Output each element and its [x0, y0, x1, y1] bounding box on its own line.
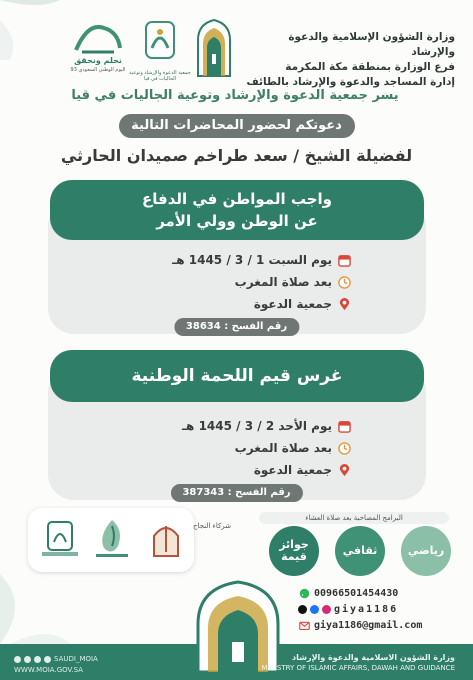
- lecture-1-place-text: جمعية الدعوة: [253, 297, 332, 311]
- contact-social-text: giya1186: [334, 603, 399, 615]
- ministry-line-2: فرع الوزارة بمنطقة مكة المكرمة: [285, 61, 455, 73]
- lecture-title-2: [50, 350, 424, 402]
- ministry-emblem: [192, 18, 236, 78]
- footer-handle[interactable]: SAUDI_MOIA: [54, 655, 98, 663]
- vision-title: نحلم ونحقق: [74, 56, 122, 65]
- lecture-1-permit: رقم الفسح : 38634: [174, 318, 299, 336]
- footer-website[interactable]: WWW.MOIA.GOV.SA: [14, 666, 83, 674]
- ministry-line-3: إدارة المساجد والدعوة والإرشاد بالطائف: [246, 76, 455, 88]
- association-caption: جمعية الدعوة والإرشاد وتوعية الجاليات في قيا: [129, 70, 191, 82]
- partner-logo-2-icon: [90, 516, 134, 564]
- location-pin-icon: [338, 464, 351, 477]
- contact-email: [298, 618, 422, 632]
- whatsapp-icon: [298, 588, 311, 599]
- footer-links: [14, 654, 98, 676]
- vision-logo: [70, 18, 126, 78]
- gmail-icon: [298, 620, 311, 631]
- sheikh-name: لفضيلة الشيخ / سعد طراخم صميدان الحارثي: [60, 146, 413, 165]
- vision-sub: اليوم الوطني السعودي 93: [70, 67, 126, 73]
- lecture-title-2-line-1: غرس قيم اللحمة الوطنية: [131, 366, 343, 386]
- calendar-icon: [338, 420, 351, 433]
- partners-label: شركاء النجاح: [192, 522, 232, 530]
- footer-ministry-en: MINISTRY OF ISLAMIC AFFAIRS, DAWAH AND GUIDANCE: [261, 664, 455, 672]
- header-logos: [70, 18, 236, 84]
- leaf-decoration-top: [0, 0, 70, 60]
- lecture-1-time: [151, 272, 351, 292]
- ministry-line-1: وزارة الشؤون الإسلامية والدعوة والإرشاد: [288, 31, 455, 58]
- partner-logo-1-icon: [38, 518, 82, 562]
- x-icon: [14, 656, 21, 663]
- ministry-header: [245, 30, 455, 90]
- lecture-2-place: [151, 460, 351, 480]
- calendar-icon: [338, 254, 351, 267]
- leaf-decoration-bottom: [0, 574, 80, 644]
- facebook-icon: [310, 605, 319, 614]
- lecture-2-time: [151, 438, 351, 458]
- program-prizes: جوائز قيمة: [269, 526, 319, 576]
- lecture-2-place-text: جمعية الدعوة: [253, 463, 332, 477]
- lecture-title-1: [50, 180, 424, 240]
- footer-social-row: [14, 654, 98, 665]
- snapchat-icon: [44, 656, 51, 663]
- lecture-1-date-text: يوم السبت 1 / 3 / 1445 هـ: [172, 253, 332, 267]
- footer-ministry: [261, 653, 455, 673]
- contact-social: [298, 602, 398, 616]
- clock-icon: [338, 442, 351, 455]
- youtube-icon: [24, 656, 31, 663]
- x-icon: [298, 605, 307, 614]
- lecture-2-time-text: بعد صلاة المغرب: [234, 441, 332, 455]
- association-logo: [129, 18, 191, 82]
- clock-icon: [338, 276, 351, 289]
- lecture-2-date-text: يوم الأحد 2 / 3 / 1445 هـ: [181, 419, 332, 433]
- partner-logo-3-icon: [144, 516, 188, 564]
- instagram-icon: [322, 605, 331, 614]
- national-day-logo-icon: [70, 18, 126, 58]
- announcement: يسر جمعية الدعوة والإرشاد وتوعية الجاليات في قيا: [71, 88, 399, 103]
- calligraphy-logo-icon: [138, 18, 182, 64]
- lecture-title-1-line-2: عن الوطن وولي الأمر: [156, 212, 318, 230]
- program-culture: ثقافي: [335, 526, 385, 576]
- contact-phone-text: 00966501454430: [314, 587, 399, 599]
- lecture-1-date: [151, 250, 351, 270]
- contact-email-text: giya1186@gmail.com: [314, 619, 423, 631]
- lecture-2-permit: رقم الفسح : 387343: [170, 484, 302, 502]
- program-sports: رياضي: [401, 526, 451, 576]
- lecture-2-date: [151, 416, 351, 436]
- partners-box: [28, 508, 194, 572]
- lecture-1-time-text: بعد صلاة المغرب: [234, 275, 332, 289]
- lecture-title-1-line-1: واجب المواطن في الدفاع: [142, 190, 332, 208]
- lecture-1-place: [151, 294, 351, 314]
- programs-caption: البرامج المصاحبة بعد صلاة العشاء: [259, 512, 449, 524]
- invite-banner: دعوتكم لحضور المحاضرات التالية: [119, 114, 355, 138]
- contact-phone: [298, 586, 398, 600]
- mosque-emblem-icon: [192, 18, 236, 78]
- instagram-icon: [34, 656, 41, 663]
- location-pin-icon: [338, 298, 351, 311]
- footer-ministry-ar: وزارة الشؤون الاسلامية والدعوة والإرشاد: [292, 653, 455, 662]
